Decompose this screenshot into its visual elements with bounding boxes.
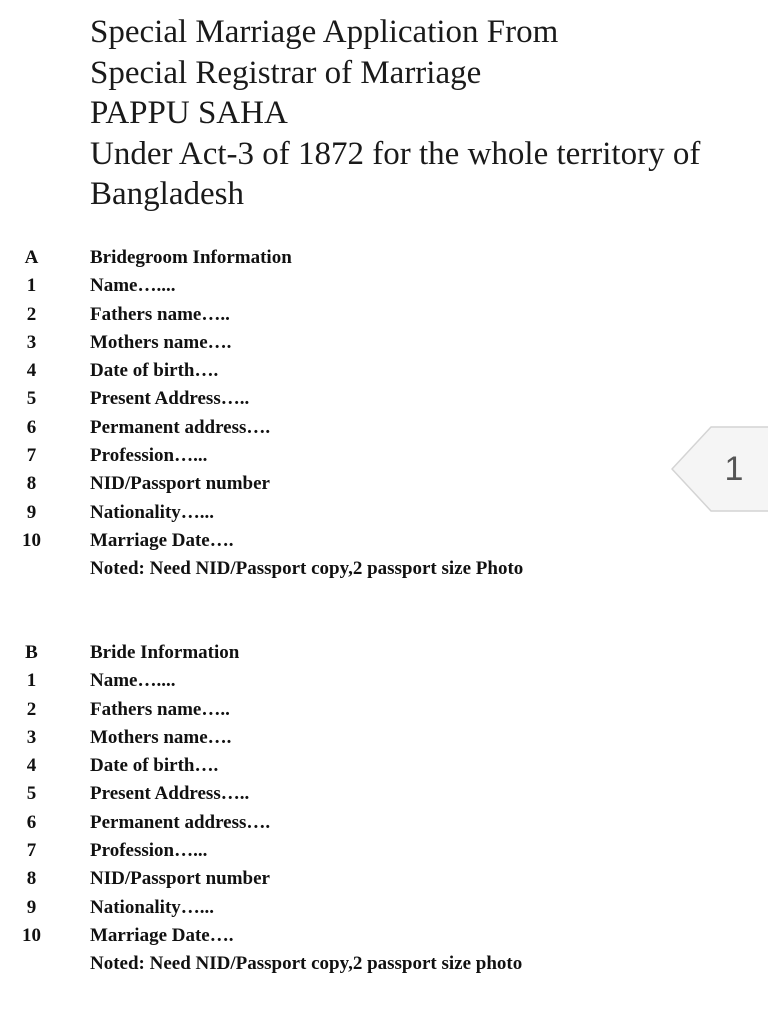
heading-line-5: Bangladesh bbox=[90, 176, 244, 212]
item-label: Mothers name…. bbox=[90, 726, 232, 748]
note-text: Noted: Need NID/Passport copy,2 passport size Photo bbox=[90, 558, 524, 580]
item-label: Date of birth…. bbox=[90, 755, 219, 777]
list-item bbox=[0, 894, 640, 922]
item-label: Permanent address…. bbox=[90, 416, 271, 438]
page-number: 1 bbox=[724, 450, 744, 488]
heading-line-3: PAPPU SAHA bbox=[90, 95, 288, 131]
bride-section bbox=[0, 639, 640, 979]
requirements-note bbox=[0, 950, 640, 978]
heading-line-4: Under Act-3 of 1872 for the whole territory of bbox=[90, 135, 701, 172]
item-label: Present Address….. bbox=[90, 783, 250, 805]
item-number: 7 bbox=[26, 445, 37, 467]
list-item bbox=[0, 357, 640, 385]
list-item bbox=[0, 442, 640, 470]
item-number: 8 bbox=[26, 868, 37, 890]
item-label: Profession…... bbox=[90, 445, 208, 467]
section-title: Bride Information bbox=[90, 642, 240, 663]
list-item bbox=[0, 696, 640, 724]
list-item bbox=[0, 329, 640, 357]
item-label: NID/Passport number bbox=[90, 868, 270, 890]
list-item bbox=[0, 809, 640, 837]
item-number: 4 bbox=[26, 360, 37, 382]
item-number: 5 bbox=[26, 783, 37, 805]
item-label: Present Address….. bbox=[90, 388, 250, 410]
item-number: 10 bbox=[22, 924, 41, 946]
item-number: 4 bbox=[26, 755, 37, 777]
item-label: Name….... bbox=[90, 670, 176, 692]
item-number: 8 bbox=[26, 473, 37, 495]
item-number: 2 bbox=[26, 303, 37, 325]
list-item bbox=[0, 414, 640, 442]
list-item bbox=[0, 667, 640, 695]
requirements-note bbox=[0, 555, 640, 583]
item-label: Name….... bbox=[90, 275, 176, 297]
list-item bbox=[0, 385, 640, 413]
list-item bbox=[0, 272, 640, 300]
section-marker: B bbox=[25, 642, 38, 663]
section-title-row bbox=[0, 244, 640, 272]
section-title-row bbox=[0, 639, 640, 667]
list-item bbox=[0, 865, 640, 893]
bridegroom-section bbox=[0, 244, 640, 584]
list-item bbox=[0, 527, 640, 555]
list-item bbox=[0, 922, 640, 950]
item-label: Mothers name…. bbox=[90, 331, 232, 353]
list-item bbox=[0, 499, 640, 527]
document-heading bbox=[90, 12, 760, 215]
item-label: Profession…... bbox=[90, 840, 208, 862]
item-number: 9 bbox=[26, 896, 37, 918]
item-label: Fathers name….. bbox=[90, 698, 230, 720]
item-number: 1 bbox=[26, 670, 37, 692]
list-item bbox=[0, 837, 640, 865]
list-item bbox=[0, 780, 640, 808]
item-number: 3 bbox=[26, 726, 37, 748]
heading-line-2: Special Registrar of Marriage bbox=[90, 54, 482, 91]
item-number: 3 bbox=[26, 331, 37, 353]
item-number: 7 bbox=[26, 840, 37, 862]
item-label: Marriage Date…. bbox=[90, 529, 234, 551]
list-item bbox=[0, 752, 640, 780]
item-number: 5 bbox=[26, 388, 37, 410]
item-label: NID/Passport number bbox=[90, 473, 270, 495]
item-label: Date of birth…. bbox=[90, 360, 219, 382]
item-label: Marriage Date…. bbox=[90, 924, 234, 946]
item-label: Permanent address…. bbox=[90, 811, 271, 833]
list-item bbox=[0, 724, 640, 752]
section-title: Bridegroom Information bbox=[90, 247, 292, 268]
item-number: 1 bbox=[26, 275, 37, 297]
item-number: 6 bbox=[26, 416, 37, 438]
item-number: 10 bbox=[22, 529, 41, 551]
item-label: Nationality…... bbox=[90, 896, 215, 918]
item-label: Nationality…... bbox=[90, 501, 215, 523]
note-text: Noted: Need NID/Passport copy,2 passport size photo bbox=[90, 953, 523, 975]
section-marker: A bbox=[24, 247, 39, 268]
item-number: 6 bbox=[26, 811, 37, 833]
list-item bbox=[0, 470, 640, 498]
item-number: 9 bbox=[26, 501, 37, 523]
item-number: 2 bbox=[26, 698, 37, 720]
heading-line-1: Special Marriage Application From bbox=[90, 14, 559, 50]
list-item bbox=[0, 301, 640, 329]
item-label: Fathers name….. bbox=[90, 303, 230, 325]
